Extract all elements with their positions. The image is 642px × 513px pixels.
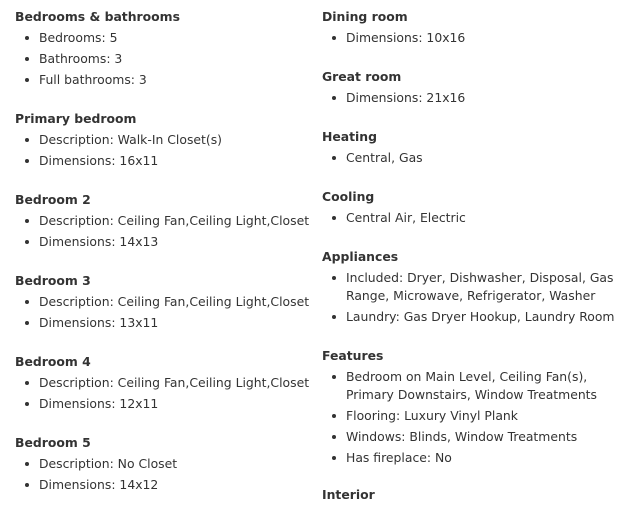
detail-list [15,454,315,496]
list-item: Description: No Closet [39,454,315,475]
detail-list [15,292,315,334]
detail-list [322,367,632,469]
detail-list [15,373,315,415]
section-title: Bedroom 5 [15,435,91,450]
list-item: Has fireplace: No [346,448,632,469]
section-bedroom-5 [15,432,315,496]
section-great-room [322,66,632,109]
right-column [322,6,632,486]
list-item: Description: Walk-In Closet(s) [39,130,315,151]
detail-list [15,28,315,91]
list-item: Bathrooms: 3 [39,49,315,70]
section-title: Bedroom 3 [15,273,91,288]
list-item: Description: Ceiling Fan,Ceiling Light,Closet [39,373,315,394]
section-cooling [322,186,632,229]
list-item: Central Air, Electric [346,208,632,229]
list-item: Bedroom on Main Level, Ceiling Fan(s), Primary Downstairs, Window Treatments [346,367,632,406]
section-heating [322,126,632,169]
detail-list [15,130,315,172]
list-item: Dimensions: 13x11 [39,313,315,334]
section-title: Bedrooms & bathrooms [15,9,180,24]
detail-list [322,208,632,229]
list-item: Bedrooms: 5 [39,28,315,49]
list-item: Laundry: Gas Dryer Hookup, Laundry Room [346,307,632,328]
detail-list [15,211,315,253]
list-item: Dimensions: 21x16 [346,88,632,109]
list-item: Dimensions: 12x11 [39,394,315,415]
section-title: Features [322,348,384,363]
list-item: Dimensions: 10x16 [346,28,632,49]
section-dining-room [322,6,632,49]
section-title: Dining room [322,9,408,24]
detail-list [322,28,632,49]
list-item: Windows: Blinds, Window Treatments [346,427,632,448]
list-item: Dimensions: 14x12 [39,475,315,496]
section-title: Interior [322,487,375,502]
section-title: Appliances [322,249,399,264]
section-primary-bedroom [15,108,315,172]
section-bedroom-2 [15,189,315,253]
cut-off-section-title [322,484,442,502]
section-title: Bedroom 4 [15,354,91,369]
section-appliances [322,246,632,328]
left-column [15,6,315,513]
list-item: Full bathrooms: 3 [39,70,315,91]
section-bedroom-4 [15,351,315,415]
list-item: Dimensions: 14x13 [39,232,315,253]
section-title: Cooling [322,189,375,204]
section-title: Primary bedroom [15,111,137,126]
section-bedrooms-bathrooms [15,6,315,91]
list-item: Flooring: Luxury Vinyl Plank [346,406,632,427]
section-title: Bedroom 2 [15,192,91,207]
section-title: Great room [322,69,402,84]
list-item: Included: Dryer, Dishwasher, Disposal, Gas Range, Microwave, Refrigerator, Washer [346,268,632,307]
section-features [322,345,632,469]
detail-list [322,88,632,109]
section-title: Heating [322,129,377,144]
list-item: Central, Gas [346,148,632,169]
list-item: Dimensions: 16x11 [39,151,315,172]
detail-list [322,268,632,328]
list-item: Description: Ceiling Fan,Ceiling Light,Closet [39,292,315,313]
detail-list [322,148,632,169]
section-bedroom-3 [15,270,315,334]
list-item: Description: Ceiling Fan,Ceiling Light,Closet [39,211,315,232]
